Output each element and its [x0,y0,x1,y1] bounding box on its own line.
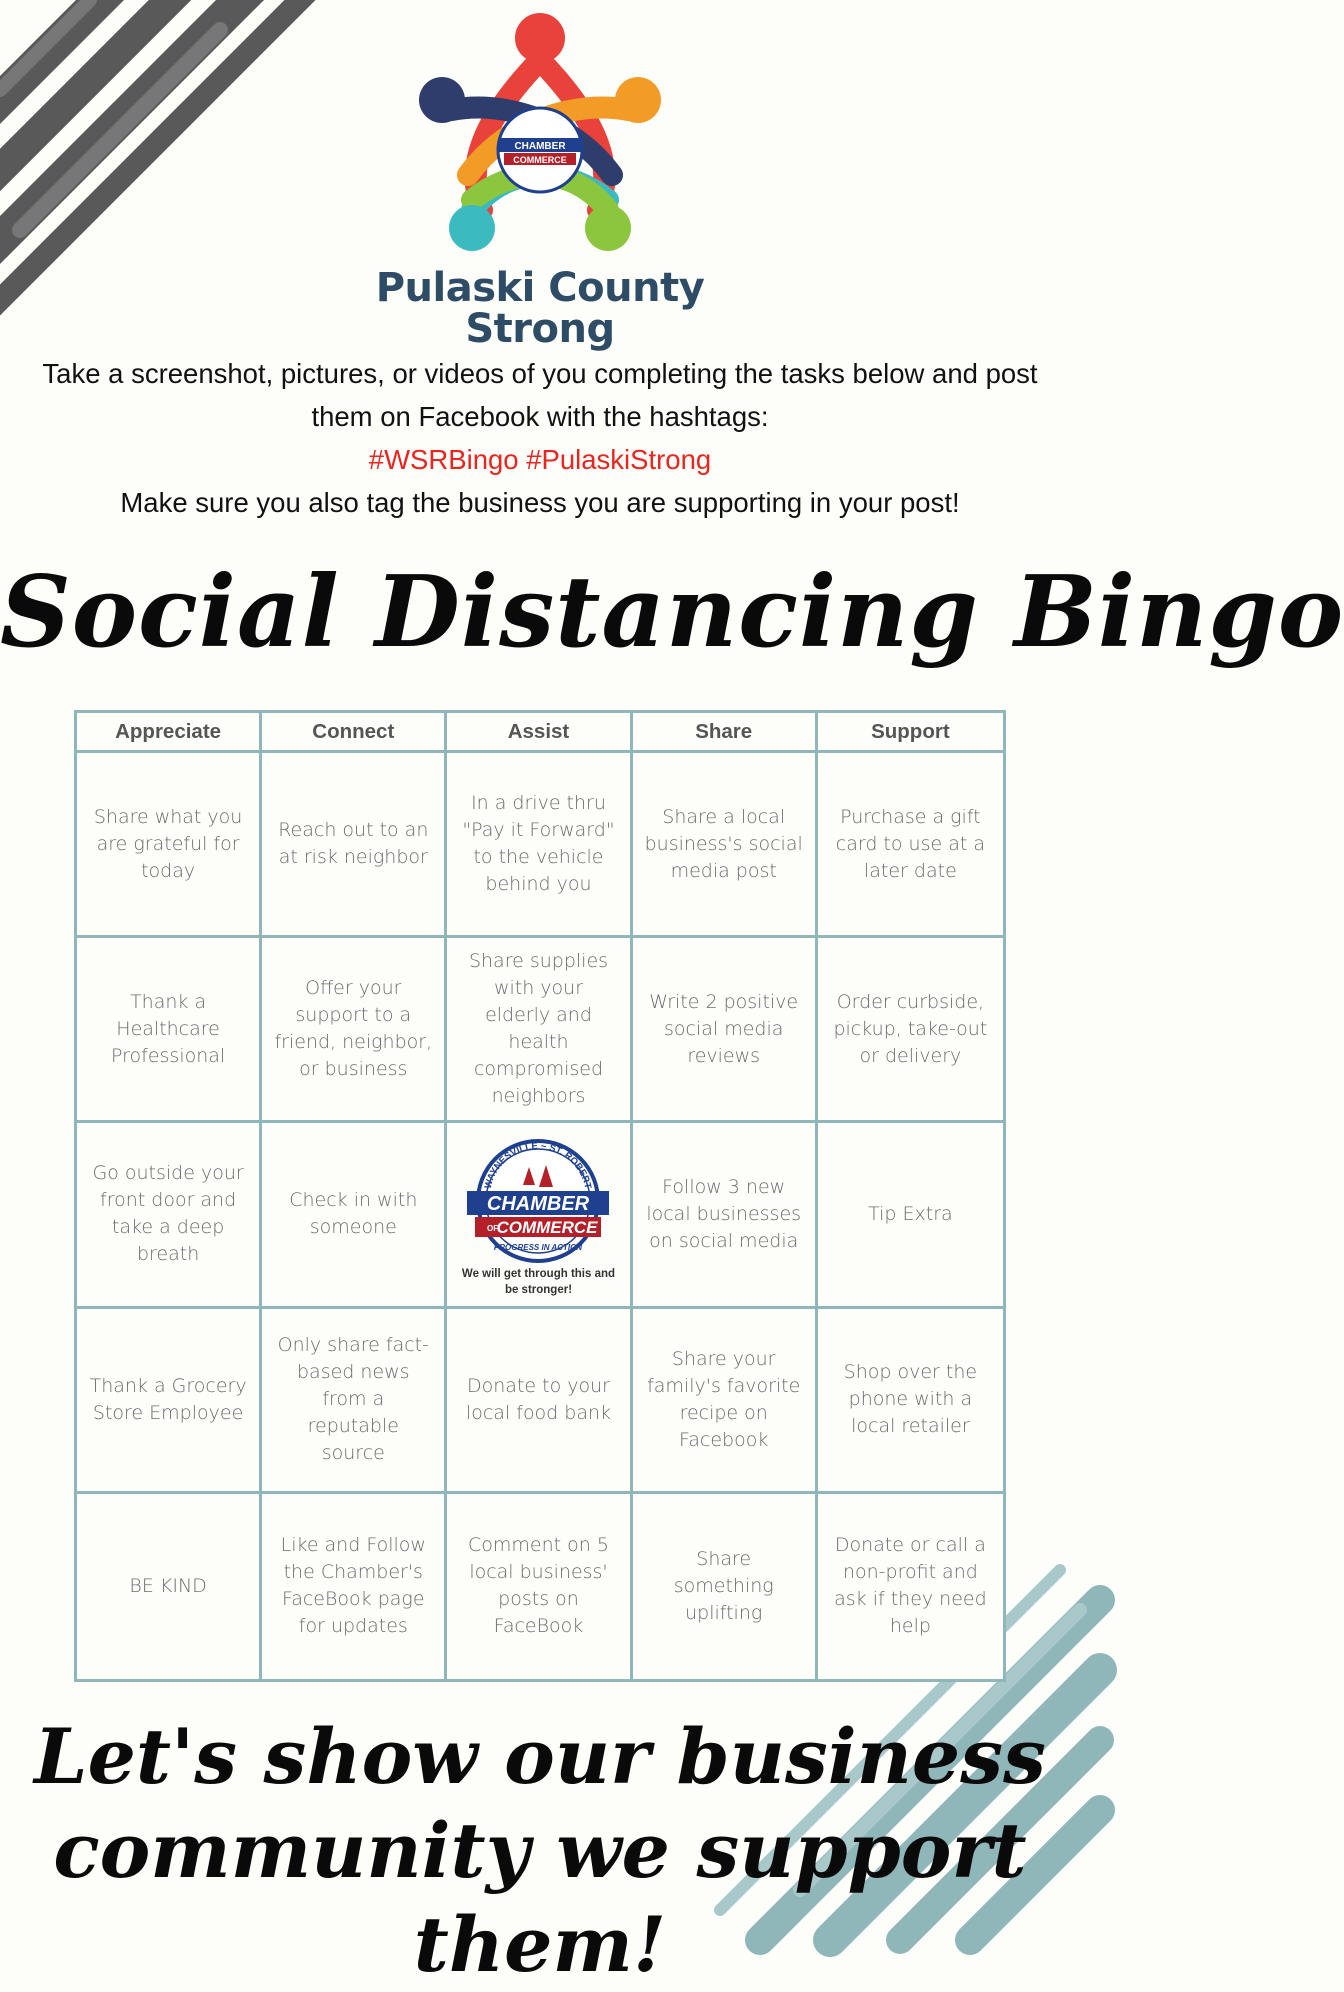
bingo-cell: Donate to your local food bank [447,1309,632,1494]
logo-title-line1: Pulaski County [375,265,705,311]
free-badge-top-text: WAYNESVILLE ~ ST. ROBERT [483,1141,594,1191]
bingo-cell: Check in with someone [262,1123,447,1308]
bingo-cell: Reach out to an at risk neighbor [262,753,447,938]
free-badge-of: OF [487,1224,499,1234]
pulaski-county-strong-logo [372,0,708,355]
bingo-cell: Share something uplifting [633,1494,818,1679]
chamber-of-commerce-badge-icon [463,1137,613,1265]
bingo-cell: BE KIND [77,1494,262,1679]
free-badge-line1: CHAMBER [487,1193,590,1216]
bingo-cell: Only share fact-based news from a reputable source [262,1309,447,1494]
instructions-line1: Take a screenshot, pictures, or videos of you completing the tasks below and post [42,358,1038,389]
column-header-connect: Connect [262,713,447,753]
logo-badge-line1: CHAMBER [514,141,566,152]
column-header-assist: Assist [447,713,632,753]
free-badge-line2: COMMERCE [496,1218,599,1238]
footer-line1: Let's show our business [34,1712,1046,1801]
community-figures-icon [372,0,708,270]
bingo-cell: Comment on 5 local business' posts on FaceBook [447,1494,632,1679]
bingo-cell: Follow 3 new local businesses on social media [633,1123,818,1308]
instructions-line4: Make sure you also tag the business you are supporting in your post! [120,487,960,518]
column-header-appreciate: Appreciate [77,713,262,753]
bingo-cell: Share supplies with your elderly and health compromised neighbors [447,938,632,1123]
free-space-caption-line2: be stronger! [504,1284,573,1297]
bingo-cell: Share a local business's social media post [633,753,818,938]
bingo-cell: Order curbside, pickup, take-out or delivery [818,938,1003,1123]
free-space-caption-line1: We will get through this and [461,1268,616,1281]
bingo-cell: Thank a Healthcare Professional [77,938,262,1123]
brush-stroke-decoration-top-left [0,0,310,300]
bingo-cell: Shop over the phone with a local retailer [818,1309,1003,1494]
instructions-line2: them on Facebook with the hashtags: [311,401,769,432]
instructions [0,352,1080,524]
footer-line2: community we support them! [53,1806,1027,1989]
logo-badge-line2: COMMERCE [513,155,567,165]
bingo-cell: Donate or call a non-profit and ask if they need help [834,1534,987,1638]
bingo-cell: Purchase a gift card to use at a later date [818,753,1003,938]
bingo-cell: Offer your support to a friend, neighbor, or business [262,938,447,1123]
page-title: Social Distancing Bingo [0,555,1344,670]
bingo-cell: Share what you are grateful for today [77,753,262,938]
bingo-cell: In a drive thru "Pay it Forward" to the vehicle behind you [447,753,632,938]
hashtags: #WSRBingo #PulaskiStrong [368,444,712,475]
bingo-cell: Write 2 positive social media reviews [633,938,818,1123]
bingo-board [74,710,1006,1682]
footer-slogan [0,1710,1080,1992]
logo-title-line2: Strong [465,306,615,352]
column-header-support: Support [818,713,1003,753]
bingo-cell: Thank a Grocery Store Employee [77,1309,262,1494]
bingo-cell: Go outside your front door and take a deep breath [77,1123,262,1308]
bingo-cell: Tip Extra [818,1123,1003,1308]
bingo-cell: Share your family's favorite recipe on Facebook [633,1309,818,1494]
free-space-cell [447,1123,632,1308]
free-badge-motto: PROGRESS IN ACTION [494,1243,583,1253]
bingo-cell: Like and Follow the Chamber's FaceBook page for updates [262,1494,447,1679]
column-header-share: Share [633,713,818,753]
